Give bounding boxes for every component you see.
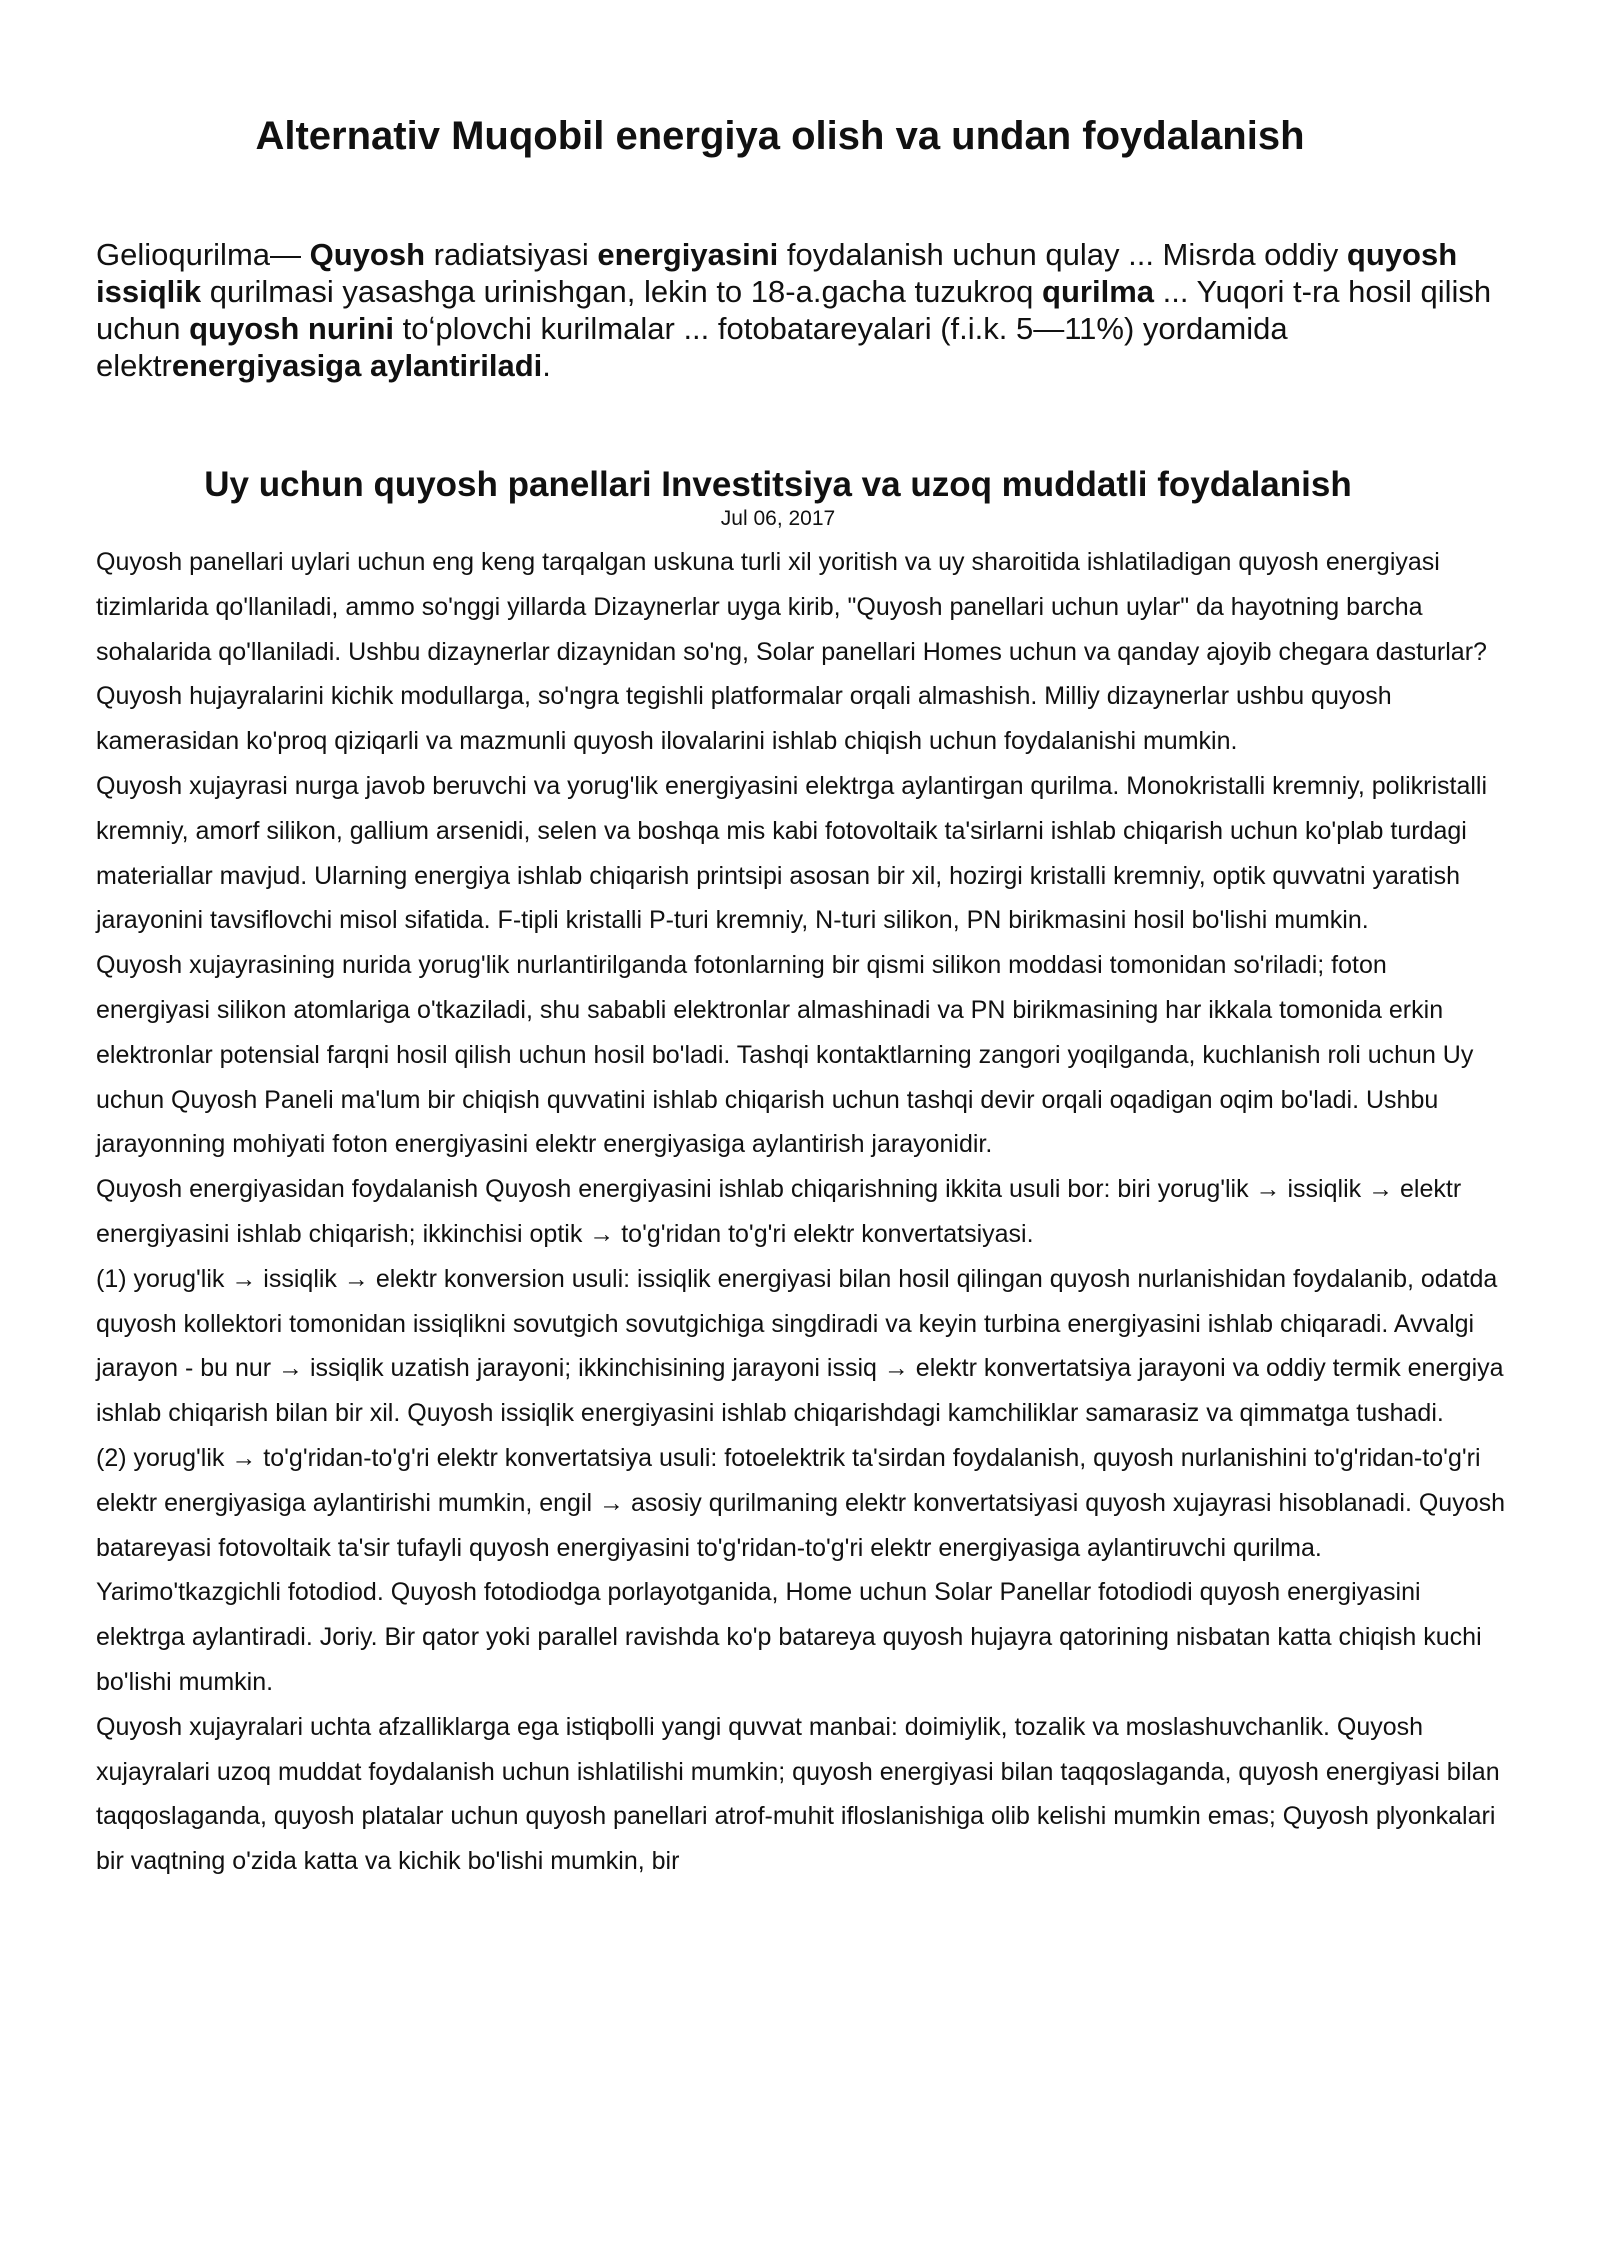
intro-paragraph xyxy=(96,236,1516,384)
article-paragraph: Quyosh xujayralari uchta afzalliklarga ega istiqbolli yangi quvvat manbai: doimiylik, tozalik va moslashuvchanlik. Quyosh xujayralari uzoq muddat foydalanish uchun ishlatilishi mumkin; quyosh energiyasi bilan taqqoslaganda, quyosh energiyasi bilan taqqoslaganda, quyosh platalar uchun quyosh panellari atrof-muhit ifloslanishiga olib kelishi mumkin emas; Quyosh plyonkalari bir vaqtning o'zida katta va kichik bo'lishi mumkin, bir xyxy=(96,1712,1500,1876)
intro-segment: ... Yuqori t-ra hosil qilish uchun xyxy=(96,274,1492,346)
intro-segment: radiatsiyasi xyxy=(425,237,598,272)
intro-keyword: energiyasini xyxy=(597,237,779,272)
article-paragraph: (1) yorug'lik → issiqlik → elektr konversion usuli: issiqlik energiyasi bilan hosil qilingan quyosh nurlanishidan foydalanib, odatda quyosh kollektori tomonidan issiqlikni sovutgich sovutgichiga singdiradi va keyin turbina energiyasini ishlab chiqaradi. Avvalgi jarayon - bu nur → issiqlik uzatish jarayoni; ikkinchisining jarayoni issiq → elektr konvertatsiya jarayoni va oddiy termik energiya ishlab chiqarish bilan bir xil. Quyosh issiqlik energiyasini ishlab chiqarishdagi kamchiliklar samarasiz va qimmatga tushadi. xyxy=(96,1264,1504,1428)
intro-segment: foydalanish uchun qulay ... Misrda oddiy xyxy=(778,237,1347,272)
article-paragraph: Quyosh energiyasidan foydalanish Quyosh energiyasini ishlab chiqarishning ikkita usuli bor: biri yorug'lik → issiqlik → elektr energiyasini ishlab chiqarish; ikkinchisi optik → to'g'ridan to'g'ri elektr konvertatsiyasi. xyxy=(96,1175,1462,1248)
article-body xyxy=(96,540,1506,1884)
article-paragraph: Quyosh xujayrasining nurida yorug'lik nurlantirilganda fotonlarning bir qismi silikon moddasi tomonidan so'riladi; foton energiyasi silikon atomlariga o'tkaziladi, shu sababli elektronlar almashinadi va PN birikmasining har ikkala tomonida erkin elektronlar potensial farqni hosil qilish uchun hosil bo'ladi. Tashqi kontaktlarning zangori yoqilganda, kuchlanish roli uchun Uy uchun Quyosh Paneli ma'lum bir chiqish quvvatini ishlab chiqarish uchun tashqi devir orqali oqadigan oqim bo'ladi. Ushbu jarayonning mohiyati foton energiyasini elektr energiyasiga aylantirish jarayonidir. xyxy=(96,951,1474,1159)
intro-keyword: Quyosh xyxy=(309,237,426,272)
intro-segment: toʻplovchi kurilmalar ... fotobatareyalari (f.i.k. 5—11%) yordamida elektr xyxy=(96,311,1288,383)
intro-segment: . xyxy=(542,348,551,383)
article-title: Uy uchun quyosh panellari Investitsiya va uzoq muddatli foydalanish xyxy=(204,465,1352,504)
page-title: Alternativ Muqobil energiya olish va undan foydalanish xyxy=(255,114,1305,158)
intro-keyword: quyosh nurini xyxy=(189,311,395,346)
article-paragraph: Quyosh panellari uylari uchun eng keng tarqalgan uskuna turli xil yoritish va uy sharoitida ishlatiladigan quyosh energiyasi tizimlarida qo'llaniladi, ammo so'nggi yillarda Dizaynerlar uyga kirib, "Quyosh panellari uchun uylar" da hayotning barcha sohalarida qo'llaniladi. Ushbu dizaynerlar dizaynidan so'ng, Solar panellari Homes uchun va qanday ajoyib chegara dasturlar? xyxy=(96,548,1487,666)
intro-segment: qurilmasi yasashga urinishgan, lekin to 18-a.gacha tuzukroq xyxy=(201,274,1043,309)
article-paragraph: Quyosh xujayrasi nurga javob beruvchi va yorug'lik energiyasini elektrga aylantirgan qurilma. Monokristalli kremniy, polikristalli kremniy, amorf silikon, gallium arsenidi, selen va boshqa mis kabi fotovoltaik ta'sirlarni ishlab chiqarish uchun ko'plab turdagi materiallar mavjud. Ularning energiya ishlab chiqarish printsipi asosan bir xil, hozirgi kristalli kremniy, optik quvvatni yaratish jarayonini tavsiflovchi misol sifatida. F-tipli kristalli P-turi kremniy, N-turi silikon, PN birikmasini hosil bo'lishi mumkin. xyxy=(96,771,1488,935)
intro-keyword: energiyasiga aylantiriladi xyxy=(171,348,543,383)
article-date: Jul 06, 2017 xyxy=(720,507,836,530)
article-paragraph: Quyosh hujayralarini kichik modullarga, so'ngra tegishli platformalar orqali almashish. Milliy dizaynerlar ushbu quyosh kamerasidan ko'proq qiziqarli va mazmunli quyosh ilovalarini ishlab chiqish uchun foydalanishi mumkin. xyxy=(96,682,1392,756)
intro-keyword: qurilma xyxy=(1042,274,1154,309)
intro-segment: Gelioqurilma— xyxy=(96,237,310,272)
article-paragraph: (2) yorug'lik → to'g'ridan-to'g'ri elektr konvertatsiya usuli: fotoelektrik ta'sirdan foydalanish, quyosh nurlanishini to'g'ridan-to'g'ri elektr energiyasiga aylantirishi mumkin, engil → asosiy qurilmaning elektr konvertatsiyasi quyosh xujayrasi hisoblanadi. Quyosh batareyasi fotovoltaik ta'sir tufayli quyosh energiyasini to'g'ridan-to'g'ri elektr energiyasiga aylantiruvchi qurilma. Yarimo'tkazgichli fotodiod. Quyosh fotodiodga porlayotganida, Home uchun Solar Panellar fotodiodi quyosh energiyasini elektrga aylantiradi. Joriy. Bir qator yoki parallel ravishda ko'p batareya quyosh hujayra qatorining nisbatan katta chiqish kuchi bo'lishi mumkin. xyxy=(96,1443,1505,1696)
intro-keyword: quyosh issiqlik xyxy=(96,237,1458,309)
